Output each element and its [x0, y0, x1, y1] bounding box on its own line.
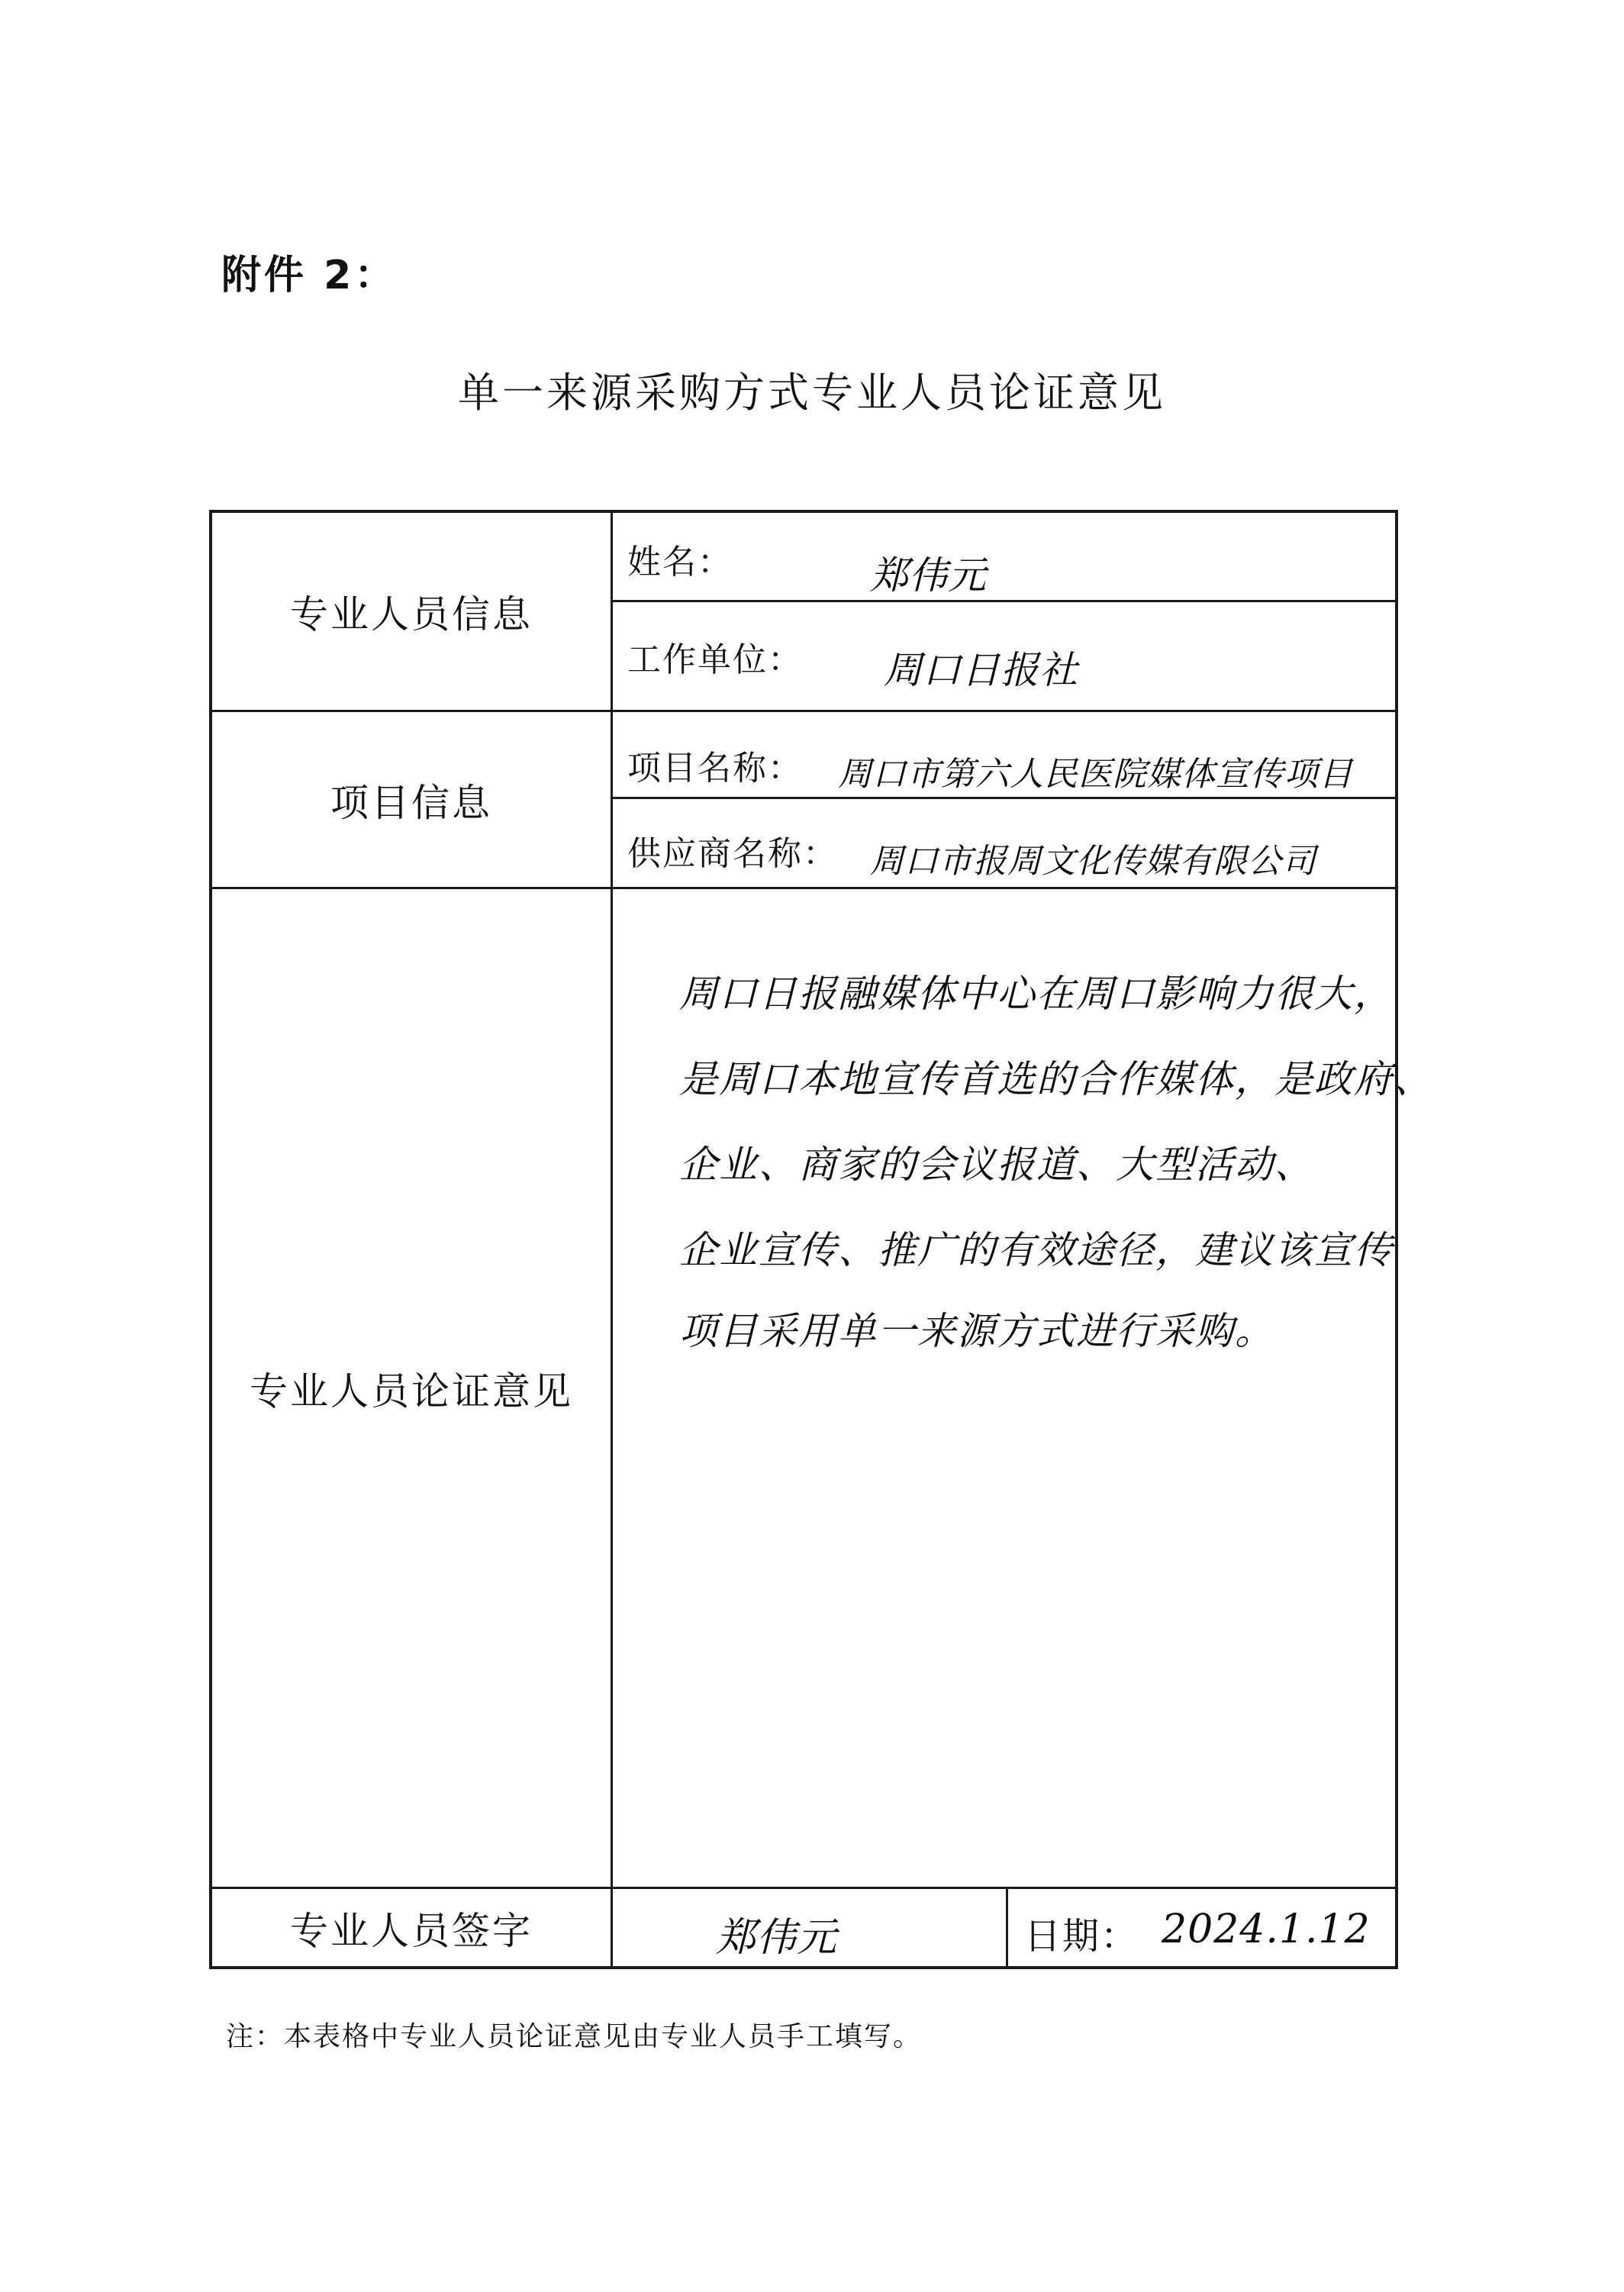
date-divider [1006, 1887, 1008, 1966]
signature-label: 专业人员签字 [290, 1908, 533, 1953]
signature-value: 郑伟元 [716, 1915, 838, 1961]
date-value: 2024.1.12 [1162, 1907, 1371, 1952]
footer-note: 注：本表格中专业人员论证意见由专业人员手工填写。 [226, 2021, 923, 2052]
subrow-divider-name [611, 600, 1395, 602]
unit-label: 工作单位： [627, 640, 803, 679]
supplier-value: 周口市报周文化传媒有限公司 [870, 842, 1316, 881]
document-title: 单一来源采购方式专业人员论证意见 [458, 369, 1166, 417]
supplier-label: 供应商名称： [627, 834, 838, 873]
opinion-line: 企业宣传、推广的有效途径，建议该宣传 [679, 1228, 1394, 1272]
opinion-line: 企业、商家的会议报道、大型活动、 [679, 1143, 1314, 1187]
opinion-line: 是周口本地宣传首选的合作媒体，是政府、 [679, 1057, 1433, 1101]
name-label: 姓名： [627, 543, 733, 582]
name-value: 郑伟元 [870, 553, 987, 598]
attachment-label: 附件 2： [221, 253, 398, 298]
opinion-line: 周口日报融媒体中心在周口影响力很大， [679, 972, 1394, 1016]
project-name-label: 项目名称： [627, 749, 803, 788]
personnel-info-label: 专业人员信息 [290, 592, 533, 637]
project-info-label: 项目信息 [330, 780, 492, 825]
opinion-label: 专业人员论证意见 [250, 1368, 573, 1414]
column-divider [611, 513, 613, 1966]
subrow-divider-project-name [611, 797, 1395, 799]
date-label: 日期： [1024, 1915, 1139, 1958]
opinion-line: 项目采用单一来源方式进行采购。 [679, 1309, 1274, 1353]
project-name-value: 周口市第六人民医院媒体宣传项目 [838, 755, 1353, 794]
unit-value: 周口日报社 [884, 648, 1078, 692]
